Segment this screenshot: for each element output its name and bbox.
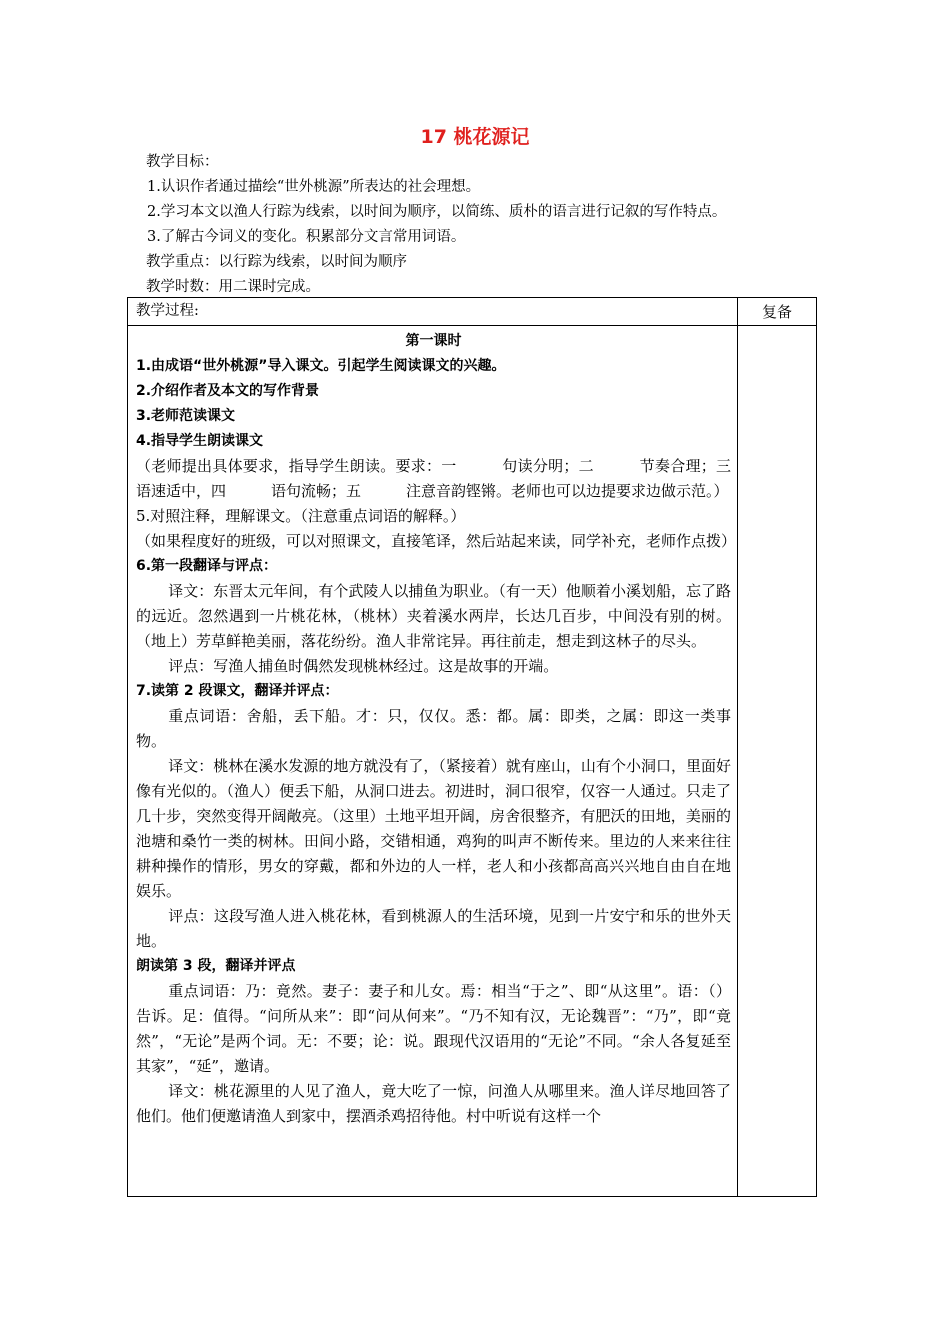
- table-body-row: [128, 326, 817, 1197]
- translation-paragraph: 译文：东晋太元年间，有个武陵人以捕鱼为职业。（有一天）他顺着小溪划船，忘了路的远近。忽然遇到一片桃花林，（桃林）夹着溪水两岸，长达几百步，中间没有别的树。（地上）芳草鲜艳美丽，落花纷纷。渔人非常诧异。再往前走，想走到这林子的尽头。: [136, 582, 731, 650]
- process-content: [128, 326, 777, 1197]
- goals-label: 教学目标：: [146, 154, 219, 170]
- process-header: 教学过程:: [128, 298, 738, 326]
- translation-paragraph: 译文：桃林在溪水发源的地方就没有了，（紧接着）就有座山，山有个小洞口，里面好像有光似的。（渔人）便丢下船，从洞口进去。初进时，洞口很窄，仅容一人通过。只走了几十步，突然变得开阔敞亮。（这里）土地平坦开阔，房舍很整齐，有肥沃的田地，美丽的池塘和桑竹一类的树林。田间小路，交错相通，鸡狗的叫声不断传来。里边的人来来往往耕种操作的情形，男女的穿戴，都和外边的人一样，老人和小孩都高高兴兴地自由自在地娱乐。: [136, 757, 731, 900]
- step-heading: 4.指导学生朗读课文: [136, 433, 264, 449]
- key-words-paragraph: 重点词语：舍船，丢下船。才：只，仅仅。悉：都。属：即类，之属：即这一类事物。: [136, 707, 731, 750]
- key-words-paragraph: 重点词语：乃：竟然。妻子：妻子和儿女。焉：相当“于之”、即“从这里”。语：（）告诉。足：值得。“问所从来”：即“问从何来”。“乃不知有汉，无论魏晋”：“乃”，即“竟然”，“无论”是两个词。无：不要；论：说。跟现代汉语用的“无论”不同。“余人各复延至其家”，“延”，邀请。: [136, 982, 731, 1075]
- goal-item: 2.学习本文以渔人行踪为线索，以时间为顺序，以简练、质朴的语言进行记叙的写作特点。: [147, 204, 727, 220]
- teaching-focus: 教学重点：以行踪为线索，以时间为顺序: [146, 254, 407, 270]
- teaching-intro: [146, 150, 826, 300]
- step-heading: 3.老师范读课文: [136, 408, 236, 424]
- goal-item: 3.了解古今词义的变化。积累部分文言常用词语。: [147, 229, 466, 245]
- step-heading: 朗读第 3 段，翻译并评点: [136, 958, 296, 974]
- teaching-hours: 教学时数：用二课时完成。: [146, 279, 320, 295]
- lesson-table: [127, 297, 817, 1197]
- review-header: 复备: [738, 298, 817, 326]
- page-title: 17 桃花源记: [420, 126, 530, 148]
- step-heading: 5.对照注释，理解课文。（注意重点词语的解释。）: [136, 507, 466, 525]
- comment-paragraph: 评点：这段写渔人进入桃花林，看到桃源人的生活环境，见到一片安宁和乐的世外天地。: [136, 907, 731, 950]
- step-detail: （老师提出具体要求，指导学生朗读。要求：一 句读分明；二 节奏合理；三 语速适中，四 语句流畅；五 注意音韵铿锵。老师也可以边提要求边做示范。）: [136, 457, 777, 500]
- table-header-row: [128, 298, 817, 326]
- step-heading: 7.读第 2 段课文，翻译并评点：: [136, 683, 339, 699]
- step-heading: 6.第一段翻译与评点：: [136, 558, 278, 574]
- goal-item: 1.认识作者通过描绘“世外桃源”所表达的社会理想。: [147, 179, 481, 195]
- step-heading: 1.由成语“世外桃源”导入课文。引起学生阅读课文的兴趣。: [136, 358, 506, 374]
- step-detail: （如果程度好的班级，可以对照课文，直接笔译，然后站起来读，同学补充，老师作点拨）: [136, 532, 737, 550]
- step-heading: 2.介绍作者及本文的写作背景: [136, 383, 320, 399]
- translation-paragraph: 译文：桃花源里的人见了渔人，竟大吃了一惊，问渔人从哪里来。渔人详尽地回答了他们。他们便邀请渔人到家中，摆酒杀鸡招待他。村中听说有这样一个: [136, 1082, 731, 1125]
- lesson-title: 第一课时: [405, 333, 462, 349]
- comment-paragraph: 评点：写渔人捕鱼时偶然发现桃林经过。这是故事的开端。: [168, 657, 559, 675]
